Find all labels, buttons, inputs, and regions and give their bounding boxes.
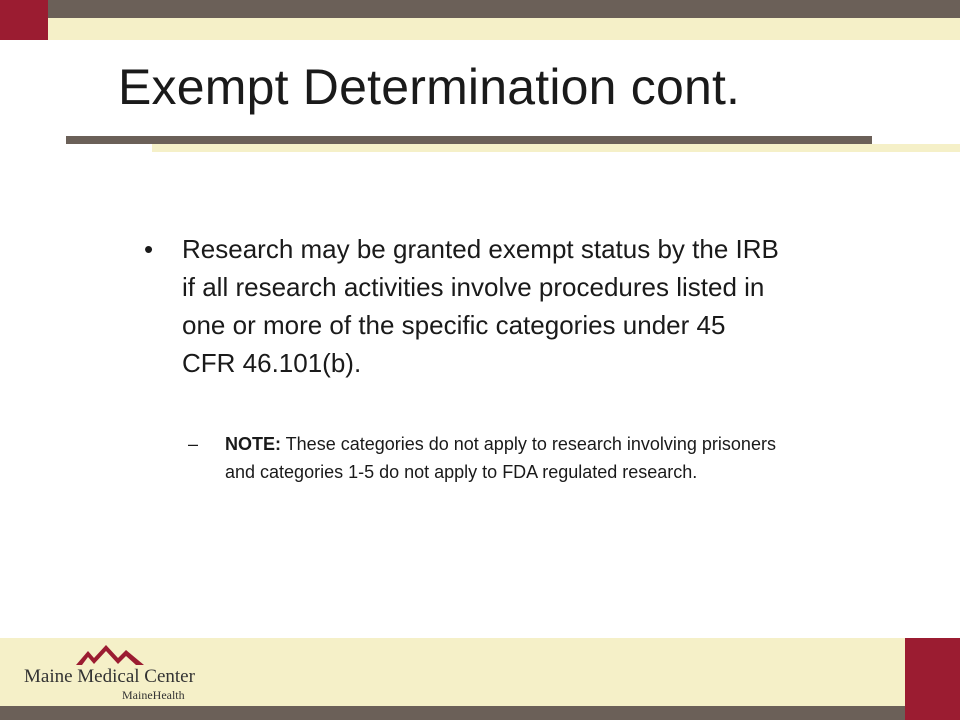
footer-right-accent-block bbox=[905, 638, 960, 720]
mountains-logo-icon bbox=[76, 645, 144, 665]
sub-bullet-text bbox=[225, 430, 785, 486]
bullet-text: Research may be granted exempt status by the IRB if all research activities involve procedures listed in one or more of the specific categories under 45 CFR 46.101(b). bbox=[182, 234, 779, 378]
top-left-accent-block bbox=[0, 0, 48, 40]
bullet-marker: • bbox=[144, 234, 154, 264]
title-underline-cream bbox=[152, 144, 960, 152]
footer-gray-bar bbox=[0, 706, 960, 720]
logo-subtitle: MaineHealth bbox=[122, 688, 185, 702]
sub-bullet-marker: – bbox=[188, 434, 199, 454]
logo-name: Maine Medical Center bbox=[24, 666, 195, 687]
top-cream-bar bbox=[48, 18, 960, 40]
title-underline-gray bbox=[66, 136, 872, 144]
slide-title: Exempt Determination cont. bbox=[118, 59, 741, 115]
note-text: These categories do not apply to research involving prisoners and categories 1-5 do not apply to FDA regulated research. bbox=[225, 434, 776, 482]
note-label: NOTE: bbox=[225, 434, 281, 454]
top-gray-bar bbox=[48, 0, 960, 18]
